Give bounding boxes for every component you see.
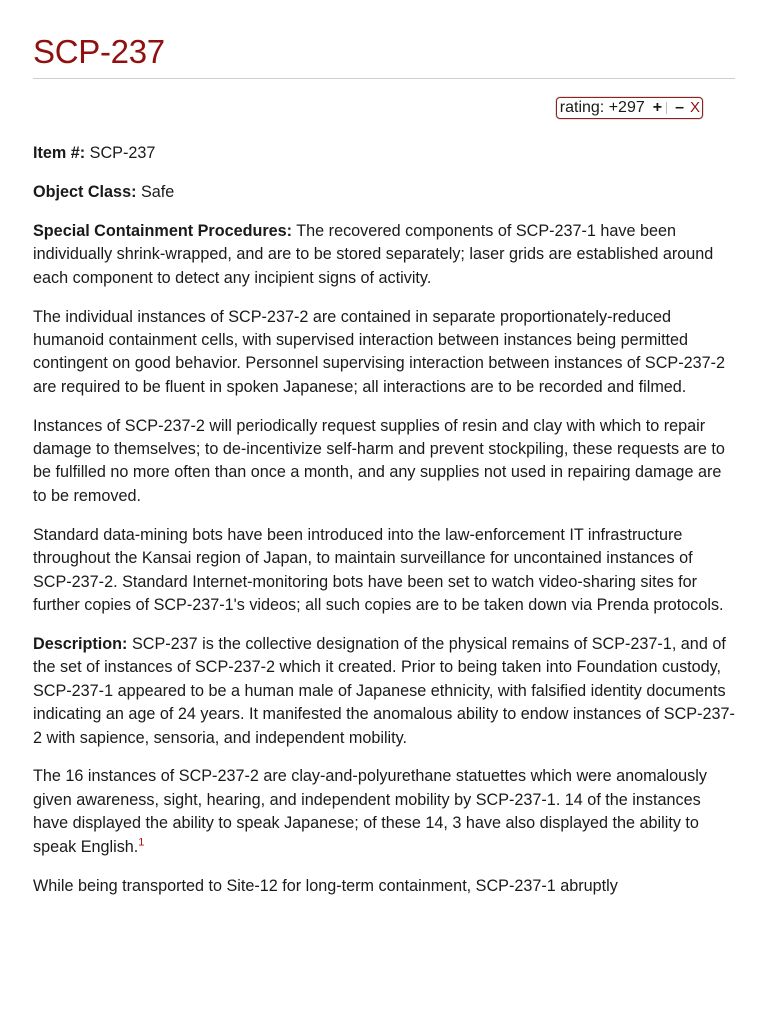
rating-module — [556, 97, 703, 119]
object-class-label: Object Class: — [33, 182, 137, 201]
object-class-value: Safe — [136, 182, 175, 201]
object-class-paragraph — [33, 181, 735, 204]
containment-label: Special Containment Procedures: — [33, 221, 293, 240]
transport-paragraph: While being transported to Site-12 for long-term containment, SCP-237-1 abruptly — [33, 876, 618, 895]
item-number-paragraph — [33, 142, 735, 165]
downvote-button[interactable]: – — [675, 99, 684, 116]
cancel-vote-button[interactable]: X — [689, 99, 700, 116]
footnote-ref-1[interactable]: 1 — [138, 836, 145, 849]
item-number-label: Item #: — [33, 144, 86, 162]
page-content — [33, 142, 735, 913]
supplies-paragraph: Instances of SCP-237-2 will periodically request supplies of resin and clay with which to repair damage to themselves; to de-incentivize self-harm and prevent stockpiling, these requests are to be fulfilled no more often than once a month, and any supplies not used in repairing damage are to be removed. — [33, 416, 725, 505]
containment-paragraph — [33, 220, 735, 290]
rating-label: rating: +297 — [559, 99, 645, 116]
instances-paragraph — [33, 765, 735, 859]
description-label: Description: — [33, 634, 128, 653]
page-title: SCP-237 — [33, 33, 165, 70]
description-paragraph — [33, 633, 735, 750]
title-divider — [33, 78, 735, 79]
surveillance-paragraph: Standard data-mining bots have been introduced into the law-enforcement IT infrastructure throughout the Kansai region of Japan, to maintain surveillance for uncontained instances of SCP-237-2. Standard Internet-monitoring bots have been set to watch video-sharing sites for further copies of SCP-237-1's videos; all such copies are to be taken down via Prenda protocols. — [33, 525, 724, 614]
instances-text: The 16 instances of SCP-237-2 are clay-and-polyurethane statuettes which were anomalously given awareness, sight, hearing, and independent mobility by SCP-237-1. 14 of the instances have displayed the ability to speak Japanese; of these 14, 3 have also displayed the ability to speak English. — [33, 767, 707, 856]
upvote-button[interactable]: + — [652, 99, 663, 116]
item-number-value: SCP-237 — [85, 144, 156, 162]
description-text: SCP-237 is the collective designation of the physical remains of SCP-237-1, and of the set of instances of SCP-237-2 which it created. Prior to being taken into Foundation custody, SCP-237-1 appeared to be a human male of Japanese ethnicity, with falsified identity documents indicating an age of 24 years. It manifested the anomalous ability to endow instances of SCP-237-2 with sapience, sensoria, and independent mobility. — [33, 634, 735, 747]
containment-cells-paragraph: The individual instances of SCP-237-2 are contained in separate proportionately-reduced humanoid containment cells, with supervised interaction between instances being permitted contingent on good behavior. Personnel supervising interaction between instances of SCP-237-2 are required to be fluent in spoken Japanese; all interactions are to be recorded and filmed. — [33, 307, 726, 396]
containment-text: The recovered components of SCP-237-1 have been individually shrink-wrapped, and are to be stored separately; laser grids are established around each component to detect any incipient signs of activity. — [33, 221, 714, 287]
rating-separator — [666, 102, 667, 114]
